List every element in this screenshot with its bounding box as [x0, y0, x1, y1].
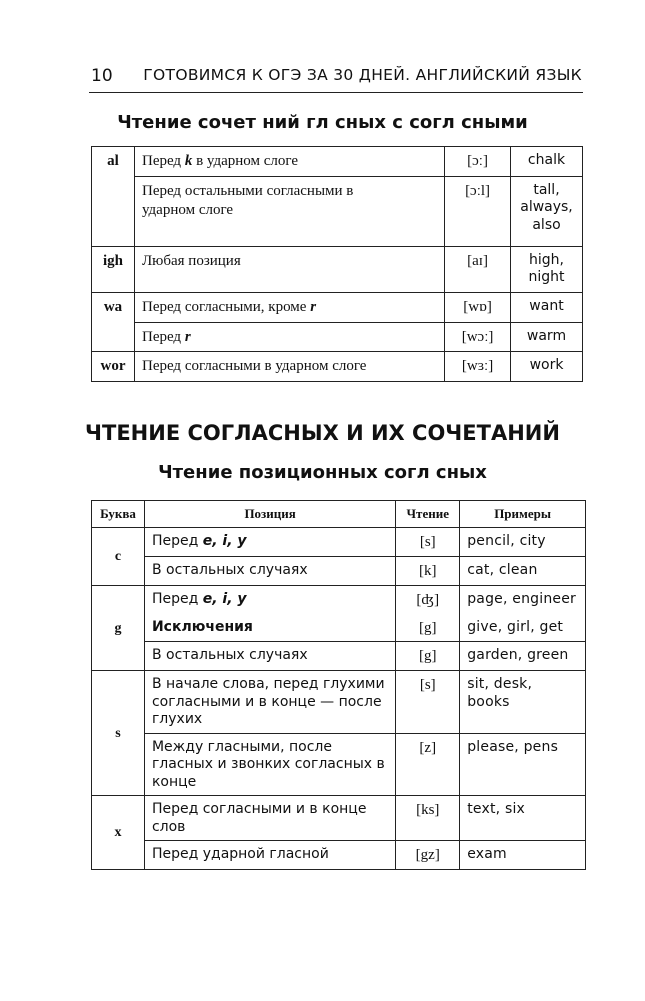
position-cell: Перед r — [134, 322, 444, 352]
position-cell: Перед e, i, y — [144, 528, 395, 557]
sound-cell: [g] — [396, 614, 460, 642]
letter-cell: c — [92, 528, 145, 586]
table-row — [92, 147, 583, 177]
examples-cell: cat, clean — [460, 557, 586, 586]
header-letter: Буква — [92, 501, 145, 528]
examples-cell: warm — [511, 322, 583, 352]
table-row — [92, 322, 583, 352]
sound-cell: [wɔː] — [445, 322, 511, 352]
position-cell: Любая позиция — [134, 246, 444, 292]
page-number: 10 — [91, 66, 113, 86]
table-row — [92, 557, 586, 586]
examples-cell: page, engineer — [460, 585, 586, 613]
sound-cell: [wɒ] — [445, 292, 511, 322]
position-cell: Перед согласными, кроме r — [134, 292, 444, 322]
examples-cell: sit, desk, books — [460, 671, 586, 734]
table-row — [92, 671, 586, 734]
table-row — [92, 528, 586, 557]
letter-cell: x — [92, 796, 145, 870]
running-title: ГОТОВИМСЯ К ОГЭ ЗА 30 ДНЕЙ. АНГЛИЙСКИЙ ЯЗЫК — [143, 66, 582, 84]
sound-cell: [ɔː] — [445, 147, 511, 177]
position-cell: Перед согласными в ударном слоге — [134, 352, 444, 382]
examples-cell: tall, always, also — [511, 176, 583, 246]
examples-cell: chalk — [511, 147, 583, 177]
sound-cell: [ɔːl] — [445, 176, 511, 246]
table-row — [92, 733, 586, 796]
header-reading: Чтение — [396, 501, 460, 528]
sound-cell: [ks] — [396, 796, 460, 841]
table-row — [92, 585, 586, 613]
table-header-row — [92, 501, 586, 528]
sound-cell: [g] — [396, 642, 460, 671]
position-cell: Перед ударной гласной — [144, 841, 395, 870]
consonants-table — [91, 500, 586, 870]
table-row — [92, 642, 586, 671]
examples-cell: give, girl, get — [460, 614, 586, 642]
examples-cell: garden, green — [460, 642, 586, 671]
sound-cell: [gz] — [396, 841, 460, 870]
examples-cell: want — [511, 292, 583, 322]
letter-cell: g — [92, 585, 145, 670]
section2-title: ЧТЕНИЕ СОГЛАСНЫХ И ИХ СОЧЕТАНИЙ — [85, 421, 560, 445]
position-cell: Перед e, i, y — [144, 585, 395, 613]
examples-cell: please, pens — [460, 733, 586, 796]
letter-cell: igh — [92, 246, 135, 292]
position-cell: Между гласными, после гласных и звонких согласных в конце — [144, 733, 395, 796]
vowel-combinations-table — [91, 146, 583, 382]
table-row — [92, 292, 583, 322]
table-row — [92, 176, 583, 246]
position-cell: Перед остальными согласными в ударном слоге — [134, 176, 444, 246]
position-cell: В начале слова, перед глухими согласными и в конце — после глухих — [144, 671, 395, 734]
table-row — [92, 614, 586, 642]
examples-cell: high, night — [511, 246, 583, 292]
header-rule — [89, 92, 583, 93]
position-cell: Перед согласными и в конце слов — [144, 796, 395, 841]
table-row — [92, 841, 586, 870]
table-row — [92, 246, 583, 292]
position-cell: В остальных случаях — [144, 642, 395, 671]
sound-cell: [s] — [396, 671, 460, 734]
header-examples: Примеры — [460, 501, 586, 528]
sound-cell: [aɪ] — [445, 246, 511, 292]
letter-cell: wor — [92, 352, 135, 382]
letter-cell: s — [92, 671, 145, 796]
sound-cell: [k] — [396, 557, 460, 586]
position-cell: Исключения — [144, 614, 395, 642]
section2-subtitle: Чтение позиционных согл сных — [158, 462, 487, 483]
position-cell: В остальных случаях — [144, 557, 395, 586]
sound-cell: [s] — [396, 528, 460, 557]
examples-cell: text, six — [460, 796, 586, 841]
header-position: Позиция — [144, 501, 395, 528]
sound-cell: [z] — [396, 733, 460, 796]
table-row — [92, 796, 586, 841]
letter-cell: al — [92, 147, 135, 247]
examples-cell: pencil, city — [460, 528, 586, 557]
sound-cell: [wɜː] — [445, 352, 511, 382]
sound-cell: [ʤ] — [396, 585, 460, 613]
examples-cell: work — [511, 352, 583, 382]
section1-subtitle: Чтение сочет ний гл сных с согл сными — [117, 112, 528, 133]
position-cell: Перед k в ударном слоге — [134, 147, 444, 177]
examples-cell: exam — [460, 841, 586, 870]
letter-cell: wa — [92, 292, 135, 352]
table-row — [92, 352, 583, 382]
